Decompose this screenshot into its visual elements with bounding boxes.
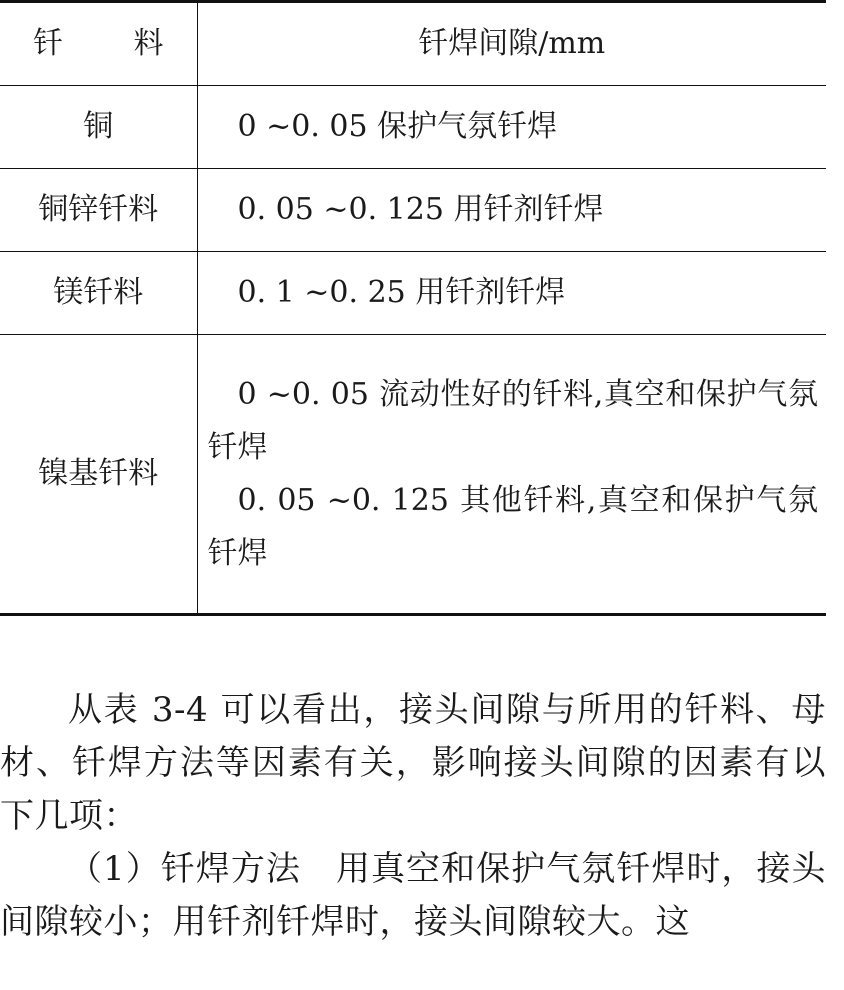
gap-line-text: 0 ~0. 05 流动性好的钎料,真空和保护气氛钎焊 [207,377,818,465]
gap-cell: 0. 1 ~0. 25 用钎剂钎焊 [197,252,826,335]
gap-line-text: 0. 05 ~0. 125 其他钎料,真空和保护气氛钎焊 [207,483,818,571]
gap-cell [197,335,826,615]
table-row [0,252,826,335]
header-material-char2: 料 [133,26,164,61]
table-row [0,86,826,169]
material-cell: 铜 [0,86,197,169]
gap-cell: 0 ~0. 05 保护气氛钎焊 [197,86,826,169]
header-material [0,2,197,86]
header-gap: 钎焊间隙/mm [197,2,826,86]
gap-line [208,368,819,474]
paragraph: 从表 3-4 可以看出，接头间隙与所用的钎料、母材、钎焊方法等因素有关，影响接头间隙的因素有以下几项： [0,690,826,836]
material-cell: 铜锌钎料 [0,169,197,252]
body-text [0,684,826,949]
table-header-row [0,2,826,86]
table-row [0,169,826,252]
material-cell: 镍基钎料 [0,335,197,615]
header-material-char1: 钎 [33,26,63,61]
gap-line [208,474,819,580]
paragraph: （1）钎焊方法 用真空和保护气氛钎焊时，接头间隙较小；用钎剂钎焊时，接头间隙较大。这 [0,849,826,942]
gap-cell: 0. 05 ~0. 125 用钎剂钎焊 [197,169,826,252]
material-cell: 镁钎料 [0,252,197,335]
table-row [0,335,826,615]
